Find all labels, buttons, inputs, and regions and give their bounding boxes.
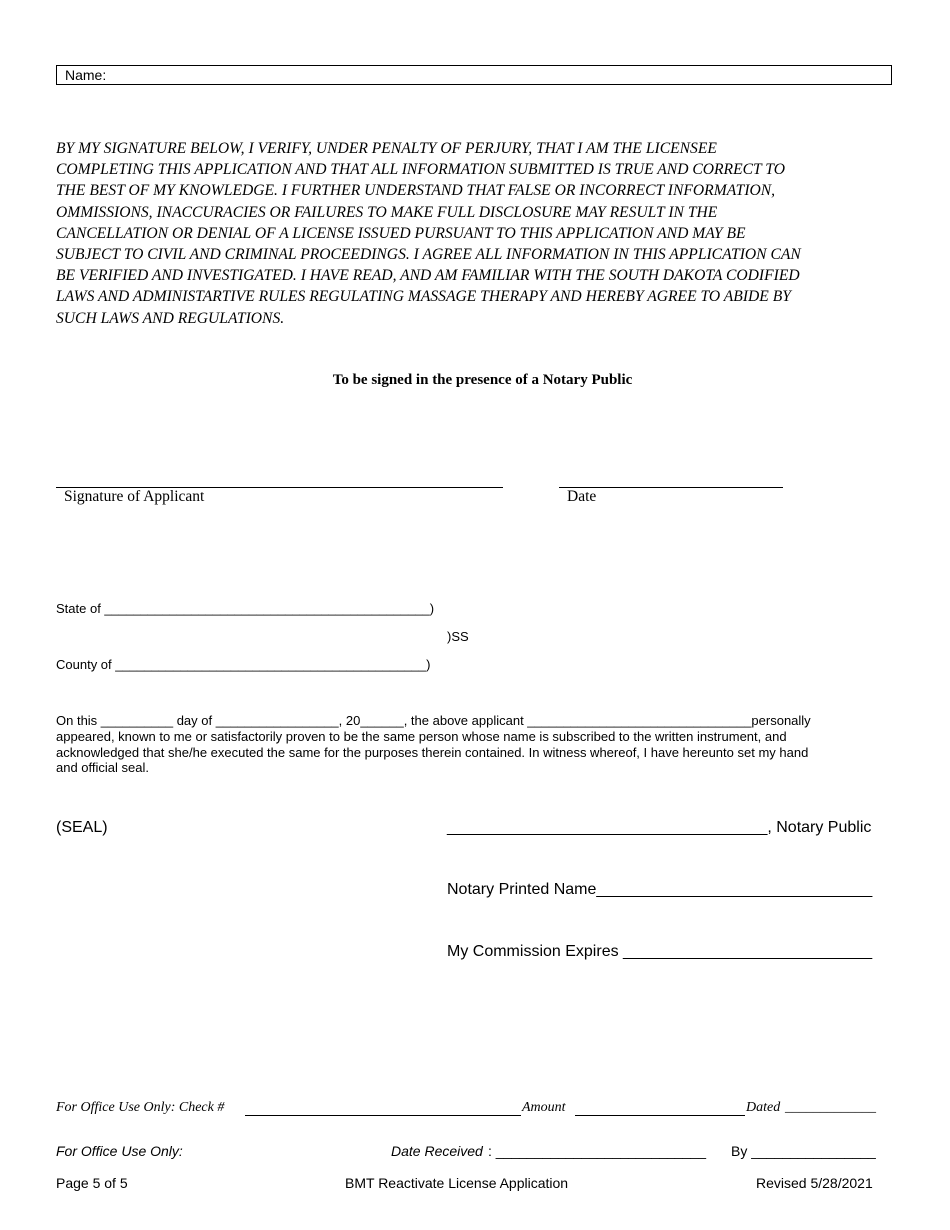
state-of-field[interactable]: State of _____________________________________________) [56, 601, 435, 616]
perjury-line: COMPLETING THIS APPLICATION AND THAT ALL INFORMATION SUBMITTED IS TRUE AND CORRECT TO [56, 161, 785, 179]
acknowledgment-paragraph [56, 713, 896, 776]
name-field[interactable] [56, 65, 892, 85]
acknowledgment-line: On this __________ day of _________________, 20______, the above applicant _______________________________personally [56, 713, 811, 728]
perjury-line: THE BEST OF MY KNOWLEDGE. I FURTHER UNDERSTAND THAT FALSE OR INCORRECT INFORMATION, [56, 182, 776, 200]
date-received-label: Date Received [391, 1143, 483, 1159]
office-use-check-label: For Office Use Only: Check # [56, 1100, 225, 1115]
received-by-field[interactable]: By ________________ [731, 1143, 876, 1159]
amount-label: Amount [522, 1100, 566, 1115]
acknowledgment-line: appeared, known to me or satisfactorily proven to be the same person whose name is subscribed to the written instrument, and [56, 728, 787, 744]
perjury-line: LAWS AND ADMINISTARTIVE RULES REGULATING MASSAGE THERAPY AND HEREBY AGREE TO ABIDE BY [56, 288, 791, 306]
perjury-line: BE VERIFIED AND INVESTIGATED. I HAVE READ, AND AM FAMILIAR WITH THE SOUTH DAKOTA CODIFIED [56, 267, 800, 285]
dated-label: Dated [746, 1100, 781, 1115]
date-received-field[interactable]: : ___________________________ [488, 1143, 707, 1159]
perjury-statement [56, 138, 896, 329]
acknowledgment-line: and official seal. [56, 760, 149, 776]
perjury-line: SUBJECT TO CIVIL AND CRIMINAL PROCEEDINGS. I AGREE ALL INFORMATION IN THIS APPLICATION CAN [56, 246, 801, 264]
county-of-field[interactable]: County of ___________________________________________) [56, 657, 431, 672]
perjury-line: CANCELLATION OR DENIAL OF A LICENSE ISSUED PURSUANT TO THIS APPLICATION AND MAY BE [56, 224, 746, 242]
name-label: Name: [65, 67, 107, 83]
amount-line[interactable] [575, 1115, 745, 1116]
acknowledgment-line: acknowledged that she/he executed the same for the purposes therein contained. In witness whereof, I have hereunto set my hand [56, 744, 809, 760]
perjury-line: SUCH LAWS AND REGULATIONS. [56, 309, 285, 327]
check-number-line[interactable] [245, 1115, 521, 1116]
document-title: BMT Reactivate License Application [345, 1175, 569, 1191]
revision-date: Revised 5/28/2021 [756, 1175, 873, 1191]
ss-label: )SS [447, 629, 469, 644]
notary-public-signature-line[interactable]: ____________________________________, Notary Public [447, 819, 872, 836]
page-number: Page 5 of 5 [56, 1175, 128, 1191]
perjury-line: OMMISSIONS, INACCURACIES OR FAILURES TO MAKE FULL DISCLOSURE MAY RESULT IN THE [56, 203, 718, 221]
seal-label: (SEAL) [56, 819, 108, 836]
perjury-line: BY MY SIGNATURE BELOW, I VERIFY, UNDER PENALTY OF PERJURY, THAT I AM THE LICENSEE [56, 140, 717, 157]
dated-field[interactable]: _____________ [785, 1100, 876, 1115]
notary-printed-name-field[interactable]: Notary Printed Name_______________________________ [447, 881, 873, 898]
applicant-signature-label: Signature of Applicant [64, 488, 205, 505]
notary-instruction: To be signed in the presence of a Notary Public [332, 372, 633, 388]
commission-expires-field[interactable]: My Commission Expires ____________________________ [447, 943, 873, 960]
date-label: Date [567, 488, 597, 505]
office-use-label: For Office Use Only: [56, 1143, 183, 1159]
